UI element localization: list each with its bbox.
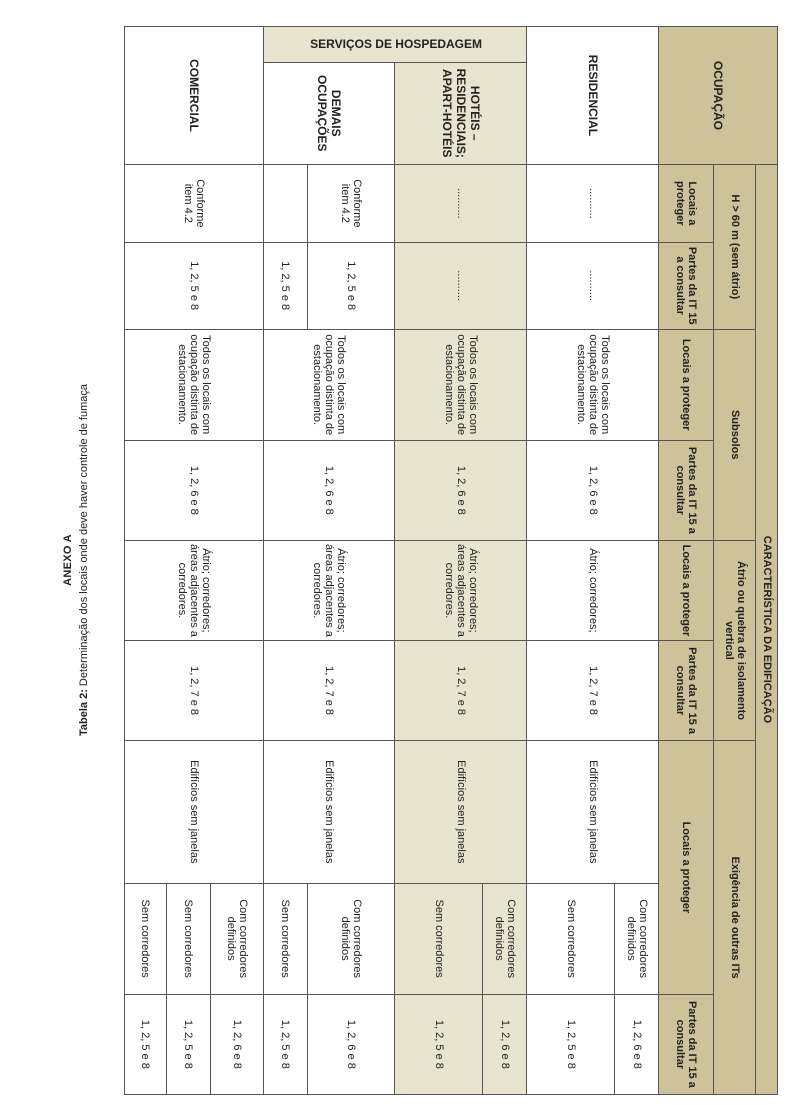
smoke-control-table-container <box>124 26 778 1095</box>
cell-h60-locais: Conforme item 4.2 <box>307 164 395 242</box>
header-h60-partes: Partes da IT 15 a consultar <box>659 242 714 329</box>
cell-atrio-locais: Átrio; corredores; áreas adjacentes a corredores. <box>263 540 395 640</box>
cell-sub1-locais: Com corredores definidos <box>210 883 263 994</box>
cell-sub3-locais: Sem corredores <box>125 883 167 994</box>
cell-h60-locais-empty <box>263 164 307 242</box>
cell-atrio-partes: 1, 2, 7 e 8 <box>395 641 527 741</box>
cell-sub2-locais: Sem corredores <box>527 883 615 994</box>
cell-h60-partes: .......... <box>395 242 527 329</box>
annex-header <box>56 300 96 820</box>
cell-sub-partes: 1, 2, 6 e 8 <box>395 440 527 540</box>
cell-h60-partes: 1, 2, 5 e 8 <box>307 242 395 329</box>
cell-sub-locais: Todos os locais com ocupação distinta de estacionamento. <box>263 329 395 440</box>
header-subsolos: Subsolos <box>714 329 756 540</box>
cell-sub1-partes: 1, 2, 6 e 8 <box>483 994 527 1094</box>
header-exigencia: Exigência de outras ITs <box>714 741 756 1095</box>
cell-sub2-locais: Sem corredores <box>166 883 210 994</box>
occupancy-comercial: COMERCIAL <box>125 27 264 165</box>
cell-sub-partes: 1, 2, 6 e 8 <box>527 440 659 540</box>
cell-h60-locais: .......... <box>395 164 527 242</box>
cell-sub-locais: Todos os locais com ocupação distinta de estacionamento. <box>395 329 527 440</box>
occupancy-hoteis: HOTÉIS – RESIDENCIAIS; APART-HOTÉIS <box>395 62 527 164</box>
group-servicos-label: SERVIÇOS DE HOSPEDAGEM <box>310 37 483 52</box>
smoke-control-table <box>124 26 778 1095</box>
header-atrio: Átrio ou quebra de isolamento vertical <box>714 540 756 740</box>
header-ocupacao: OCUPAÇÃO <box>659 27 778 165</box>
occupancy-demais: DEMAIS OCUPAÇÕES <box>263 62 395 164</box>
cell-sub1-partes: 1, 2, 6 e 8 <box>210 994 263 1094</box>
cell-sub-partes: 1, 2, 6 e 8 <box>263 440 395 540</box>
annex-title: ANEXO A <box>62 534 74 586</box>
cell-sub3-partes: 1, 2, 5 e 8 <box>125 994 167 1094</box>
caption-text: Determinação dos locais onde deve haver controle de fumaça <box>78 384 90 687</box>
cell-sub-partes: 1, 2, 6 e 8 <box>125 440 264 540</box>
cell-atrio-locais: Átrio; corredores; áreas adjacentes a corredores. <box>395 540 527 640</box>
cell-h60-partes: 1, 2, 5 e 8 <box>125 242 264 329</box>
cell-exig-locais: Edifícios sem janelas <box>395 741 527 883</box>
cell-sub2-partes: 1, 2, 5 e 8 <box>395 994 483 1094</box>
cell-atrio-locais: Átrio; corredores; áreas adjacentes a corredores. <box>125 540 264 640</box>
header-sub-locais: Locais a proteger <box>659 329 714 440</box>
group-servicos-hospedagem <box>263 27 527 63</box>
cell-exig-locais: Edifícios sem janelas <box>527 741 659 883</box>
cell-sub1-locais: Com corredores definidos <box>615 883 659 994</box>
cell-sub2-partes: 1, 2, 5 e 8 <box>527 994 615 1094</box>
cell-sub2-partes: 1, 2, 5 e 8 <box>263 994 307 1094</box>
header-atrio-locais: Locais a proteger <box>659 540 714 640</box>
cell-atrio-partes: 1, 2, 7 e 8 <box>263 641 395 741</box>
cell-sub1-partes: 1, 2, 6 e 8 <box>615 994 659 1094</box>
cell-sub-locais: Todos os locais com ocupação distinta de estacionamento. <box>527 329 659 440</box>
cell-sub-locais: Todos os locais com ocupação distinta de estacionamento. <box>125 329 264 440</box>
cell-sub1-locais: Com corredores definidos <box>483 883 527 994</box>
header-exig-locais: Locais a proteger <box>659 741 714 995</box>
header-h60-locais: Locais a proteger <box>659 164 714 242</box>
caption-label: Tabela 2: <box>78 689 90 737</box>
cell-atrio-partes: 1, 2, 7 e 8 <box>125 641 264 741</box>
cell-sub1-partes: 1, 2, 6 e 8 <box>307 994 395 1094</box>
cell-sub1-locais: Com corredores definidos <box>307 883 395 994</box>
cell-sub2-locais: Sem corredores <box>263 883 307 994</box>
cell-atrio-locais: Átrio; corredores; <box>527 540 659 640</box>
cell-h60-partes: 1, 2, 5 e 8 <box>263 242 307 329</box>
cell-atrio-partes: 1, 2, 7 e 8 <box>527 641 659 741</box>
cell-sub2-partes: 1, 2, 5 e 8 <box>166 994 210 1094</box>
cell-h60-locais: Conforme item 4.2 <box>125 164 264 242</box>
header-exig-partes: Partes da IT 15 a consultar <box>659 994 714 1094</box>
header-sub-partes: Partes da IT 15 a consultar <box>659 440 714 540</box>
cell-exig-locais: Edifícios sem janelas <box>263 741 395 883</box>
table-caption <box>78 300 90 820</box>
header-caracteristica: CARACTERÍSTICA DA EDIFICAÇÃO <box>756 164 778 1094</box>
header-h60: H > 60 m (sem átrio) <box>714 164 756 329</box>
cell-exig-locais: Edifícios sem janelas <box>125 741 264 883</box>
occupancy-residencial: RESIDENCIAL <box>527 27 659 165</box>
cell-h60-partes: .......... <box>527 242 659 329</box>
cell-sub2-locais: Sem corredores <box>395 883 483 994</box>
header-atrio-partes: Partes da IT 15 a consultar <box>659 641 714 741</box>
cell-h60-locais: .......... <box>527 164 659 242</box>
